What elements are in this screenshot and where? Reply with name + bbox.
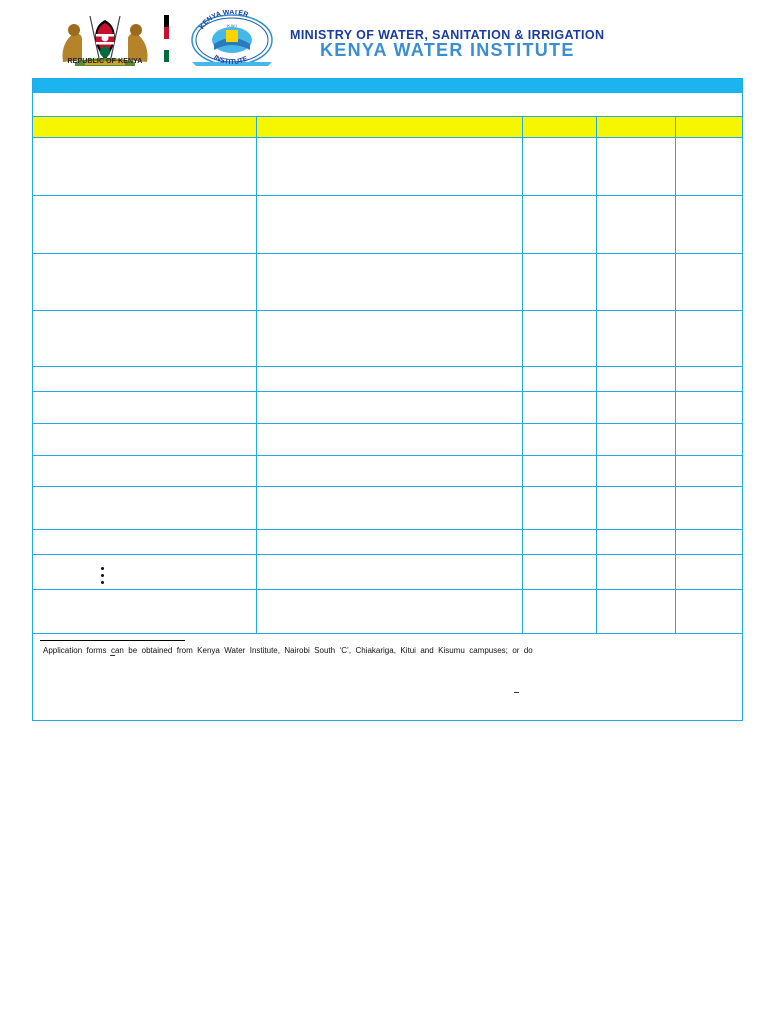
table-cell <box>256 392 522 424</box>
table-cell <box>675 254 742 311</box>
table-cell <box>522 138 596 196</box>
table-cell <box>33 392 256 424</box>
table-cell <box>675 590 742 634</box>
table-row <box>33 487 742 530</box>
column-header <box>675 117 742 138</box>
table-cell <box>33 530 256 555</box>
table-cell <box>256 196 522 254</box>
table-cell <box>522 456 596 487</box>
table-row <box>33 555 742 590</box>
table-cell <box>596 456 675 487</box>
table-cell <box>675 456 742 487</box>
table-row <box>33 392 742 424</box>
table-cell <box>596 487 675 530</box>
table-cell <box>596 311 675 367</box>
table-row <box>33 311 742 367</box>
table-cell <box>256 555 522 590</box>
table-cell <box>675 138 742 196</box>
title-bar <box>33 79 742 93</box>
table-cell <box>256 367 522 392</box>
table-cell <box>522 254 596 311</box>
table-cell <box>596 392 675 424</box>
coat-caption: REPUBLIC OF KENYA <box>67 58 143 65</box>
table-cell <box>256 254 522 311</box>
table-row <box>33 530 742 555</box>
footnote-mark <box>110 655 115 656</box>
table-cell <box>596 367 675 392</box>
logo-ring-text-bottom: INSTITUTE <box>212 54 249 66</box>
institute-title: KENYA WATER INSTITUTE <box>320 40 575 60</box>
table-row <box>33 196 742 254</box>
table-cell <box>33 254 256 311</box>
column-header <box>596 117 675 138</box>
table-row <box>33 254 742 311</box>
table-cell <box>256 138 522 196</box>
table-cell <box>675 311 742 367</box>
table-cell <box>522 311 596 367</box>
table-cell <box>256 311 522 367</box>
table-cell <box>256 424 522 456</box>
table-cell <box>596 555 675 590</box>
table-header-row <box>33 117 742 138</box>
table-cell <box>675 530 742 555</box>
table-cell <box>522 424 596 456</box>
table-cell <box>33 196 256 254</box>
table-row <box>33 456 742 487</box>
table-cell <box>675 424 742 456</box>
table-cell <box>33 138 256 196</box>
table-cell <box>596 530 675 555</box>
table-cell <box>33 487 256 530</box>
footnote-mark <box>514 692 519 693</box>
table-cell <box>256 456 522 487</box>
table-cell <box>675 196 742 254</box>
table-cell <box>596 196 675 254</box>
table-row <box>33 424 742 456</box>
footnote-text: Application forms can be obtained from Kenya Water Institute, Nairobi South ‘C’, Chiakariga, Kitui and Kisumu campuses; or do <box>43 646 533 655</box>
bullet-dots <box>101 567 105 588</box>
courses-table <box>33 116 742 634</box>
table-cell <box>256 487 522 530</box>
table-cell <box>522 590 596 634</box>
logo-center-text: K.W.I <box>227 23 237 28</box>
ministry-title: MINISTRY OF WATER, SANITATION & IRRIGATION <box>290 28 605 42</box>
kwi-logo <box>178 10 286 66</box>
column-header <box>33 117 256 138</box>
table-cell <box>596 590 675 634</box>
table-cell <box>522 530 596 555</box>
table-cell <box>675 487 742 530</box>
table-cell <box>256 530 522 555</box>
table-cell <box>33 367 256 392</box>
table-cell <box>33 424 256 456</box>
table-cell <box>522 196 596 254</box>
table-cell <box>675 367 742 392</box>
table-cell <box>522 392 596 424</box>
table-cell <box>256 590 522 634</box>
table-cell <box>675 392 742 424</box>
table-cell <box>33 590 256 634</box>
table-cell <box>596 424 675 456</box>
column-header <box>522 117 596 138</box>
table-cell <box>675 555 742 590</box>
table-row <box>33 138 742 196</box>
table-cell <box>596 254 675 311</box>
footnote-rule <box>40 640 185 641</box>
table-cell <box>596 138 675 196</box>
flag-divider <box>164 15 169 62</box>
table-cell <box>522 367 596 392</box>
column-header <box>256 117 522 138</box>
table-cell <box>522 487 596 530</box>
table-cell <box>522 555 596 590</box>
table-cell <box>33 311 256 367</box>
logo-ring-text: KENYA WATER <box>198 10 250 31</box>
table-cell <box>33 555 256 590</box>
table-row <box>33 367 742 392</box>
table-row <box>33 590 742 634</box>
table-cell <box>33 456 256 487</box>
